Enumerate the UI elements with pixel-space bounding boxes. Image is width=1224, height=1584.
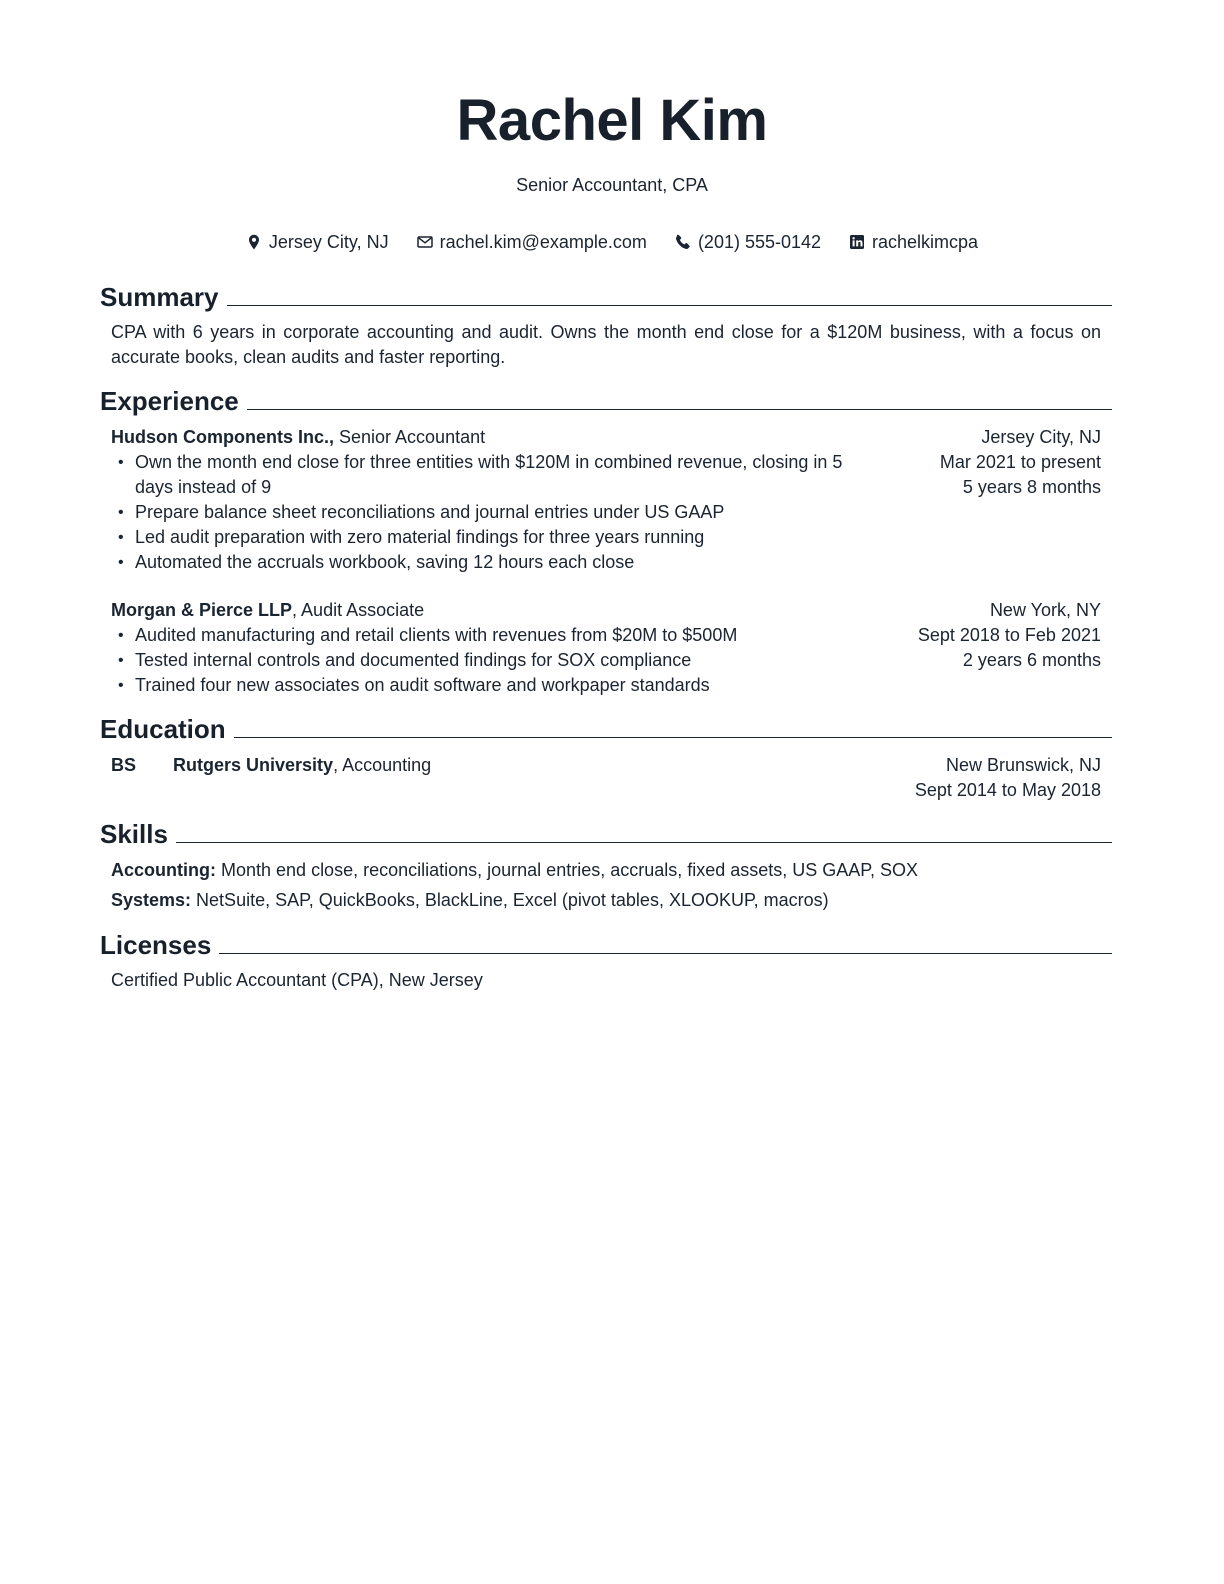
job-duration: 2 years 6 months <box>962 650 1101 670</box>
job-title-line <box>111 598 881 623</box>
job-bullet: • Led audit preparation with zero material findings for three years running <box>111 525 881 550</box>
section-divider <box>234 737 1112 738</box>
job-bullet: • Trained four new associates on audit software and workpaper standards <box>111 673 881 698</box>
skills-list <box>111 855 1101 915</box>
job-bullet: • Audited manufacturing and retail clients with revenues from $20M to $500M <box>111 623 881 648</box>
education-degree: BS <box>111 755 137 775</box>
contact-linkedin[interactable] <box>849 232 978 253</box>
contact-phone-text[interactable]: (201) 555-0142 <box>697 231 822 252</box>
skill-row <box>111 885 1101 915</box>
licenses-section-title: Licenses <box>100 930 212 960</box>
contact-location-text: Jersey City, NJ <box>268 231 389 252</box>
education-meta <box>915 753 1101 803</box>
job-bullet: • Tested internal controls and documented findings for SOX compliance <box>111 648 881 673</box>
section-divider <box>227 305 1113 306</box>
job-bullets <box>111 623 881 698</box>
education-school: Rutgers University <box>173 755 334 775</box>
map-pin-icon <box>246 234 262 250</box>
licenses-section-header <box>100 930 1112 960</box>
skill-label: Systems: <box>111 890 192 910</box>
education-location: New Brunswick, NJ <box>945 755 1101 775</box>
section-divider <box>176 842 1112 843</box>
job-meta <box>940 425 1101 500</box>
skill-row <box>111 855 1101 885</box>
experience-section-header <box>100 386 1112 416</box>
summary-section-header <box>100 282 1112 312</box>
skill-value: NetSuite, SAP, QuickBooks, BlackLine, Excel (pivot tables, XLOOKUP, macros) <box>191 890 829 910</box>
licenses-text: Certified Public Accountant (CPA), New Jersey <box>111 970 483 990</box>
contact-phone[interactable] <box>675 232 821 253</box>
job-entry <box>111 425 1101 575</box>
job-bullets <box>111 450 881 575</box>
job-bullet: • Prepare balance sheet reconciliations and journal entries under US GAAP <box>111 500 881 525</box>
education-section-header <box>100 714 1112 744</box>
summary-section-title: Summary <box>100 282 219 312</box>
education-section-title: Education <box>100 714 226 744</box>
job-location: New York, NY <box>989 600 1101 620</box>
candidate-headline: Senior Accountant, CPA <box>516 175 708 195</box>
job-title-line <box>111 425 881 450</box>
education-entry <box>111 753 1101 803</box>
contact-linkedin-text[interactable]: rachelkimcpa <box>872 231 979 252</box>
job-details <box>111 425 881 575</box>
education-dates: Sept 2014 to May 2018 <box>914 780 1101 800</box>
job-company: Hudson Components Inc., <box>111 427 334 447</box>
job-bullet: • Own the month end close for three entities with $120M in combined revenue, closing in 5 days instead of 9 <box>111 450 881 500</box>
skill-value: Month end close, reconciliations, journal entries, accruals, fixed assets, US GAAP, SOX <box>216 860 918 880</box>
job-entry <box>111 598 1101 698</box>
section-divider <box>219 953 1112 954</box>
contact-email-text[interactable]: rachel.kim@example.com <box>439 231 647 252</box>
job-role: Senior Accountant <box>334 427 486 447</box>
job-bullet: • Automated the accruals workbook, saving 12 hours each close <box>111 550 881 575</box>
job-location: Jersey City, NJ <box>981 427 1101 447</box>
section-divider <box>247 409 1112 410</box>
job-role: , Audit Associate <box>292 600 425 620</box>
job-meta <box>918 598 1101 673</box>
job-details <box>111 598 881 698</box>
summary-text: CPA with 6 years in corporate accounting and audit. Owns the month end close for a $120M business, with a focus on accurate books, clean audits and faster reporting. <box>111 322 1101 367</box>
job-duration: 5 years 8 months <box>962 477 1101 497</box>
contact-bar <box>0 229 1224 255</box>
job-dates: Sept 2018 to Feb 2021 <box>917 625 1101 645</box>
skill-label: Accounting: <box>111 860 216 880</box>
education-field: , Accounting <box>333 755 432 775</box>
envelope-icon <box>417 234 433 250</box>
contact-email[interactable] <box>417 232 647 253</box>
phone-icon <box>675 234 691 250</box>
experience-section-title: Experience <box>100 386 239 416</box>
skills-section-title: Skills <box>100 819 168 849</box>
education-school-line <box>173 753 431 778</box>
job-dates: Mar 2021 to present <box>939 452 1101 472</box>
job-company: Morgan & Pierce LLP <box>111 600 293 620</box>
skills-section-header <box>100 819 1112 849</box>
linkedin-icon <box>849 234 865 250</box>
candidate-name: Rachel Kim <box>456 88 768 153</box>
contact-location <box>246 232 389 253</box>
